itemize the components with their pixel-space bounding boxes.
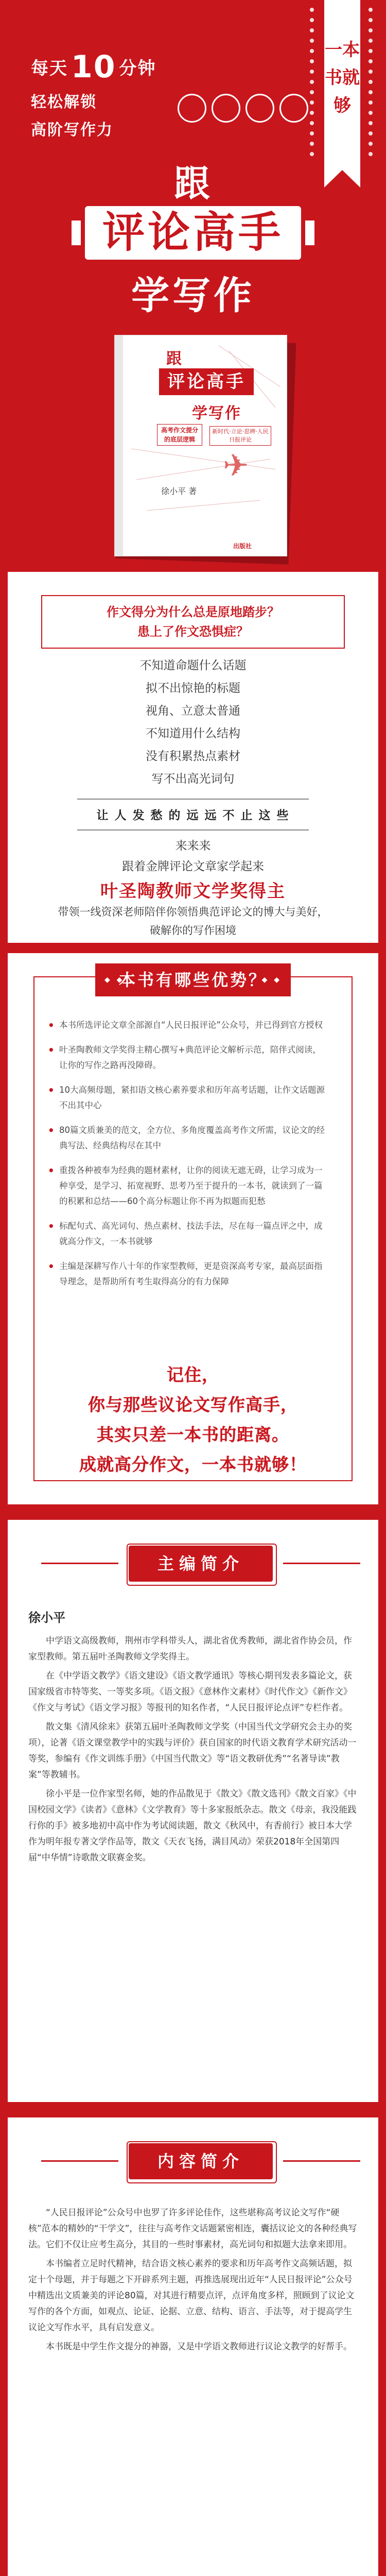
come-lines xyxy=(8,836,378,877)
book-tag: 高考作文提分的底层逻辑 xyxy=(157,424,202,446)
circle-icon xyxy=(245,94,274,123)
question-box xyxy=(41,595,345,649)
hero-slogan xyxy=(31,49,156,140)
advantage-item: • 主编是深耕写作八十年的作家型教师，更是资深高考专家，最高层面指导理念，是帮助所有考生取得高分的有力保障 xyxy=(59,1259,327,1290)
heading-line-left xyxy=(41,1563,118,1564)
editor-name: 徐小平 xyxy=(28,1611,65,1625)
editor-paragraph: 中学语文高级教师，荆州市学科带头人，湖北省优秀教师，湖北省作协会员，作家型教师。第五届叶圣陶教师文学奖得主。 xyxy=(28,1636,352,1662)
problem-item: 视角、立意太普通 xyxy=(146,704,240,718)
editor-heading-text: 主编简介 xyxy=(157,1554,244,1573)
editor-panel xyxy=(8,1520,378,2102)
content-paragraph: 本书既是中学生作文提分的神器，又是中学语文教师进行议论文教学的好帮手。 xyxy=(46,2342,352,2352)
advantages-panel xyxy=(8,953,378,1504)
book-title-follow: 跟 xyxy=(166,350,182,368)
advantages-slogan xyxy=(44,1360,342,1480)
circle-icon xyxy=(212,94,240,123)
circle-icon xyxy=(279,94,308,123)
content-body xyxy=(28,2205,358,2358)
problem-item: 没有积累热点素材 xyxy=(146,750,240,763)
slogan-line: 你与那些议论文写作高手， xyxy=(88,1395,298,1415)
content-paragraph: “人民日报评论”公众号中也罗了许多评论佳作，这些堪称高考议论文写作“硬核”范本的精妙的“干学文”，往往与高考作文话题紧密相连，囊括议论文的各种经典写法。它们不仅让应考生高分，其目的一些时事素材，高光词句和拟题大法拿来即用。 xyxy=(28,2208,357,2250)
slogan-line: 其实只差一本书的距离。 xyxy=(97,1425,289,1445)
problem-item: 写不出高光词句 xyxy=(151,772,235,786)
come-line-1: 来来来 xyxy=(175,839,211,853)
bookmark-ribbon xyxy=(324,0,360,170)
slogan-line-3: 高阶写作力 xyxy=(31,121,113,139)
slogan-minutes: 分钟 xyxy=(119,58,156,79)
strong-line: 让 人 发 愁 的 远 远 不 止 这 些 xyxy=(96,809,290,822)
problem-item: 不知道用什么结构 xyxy=(146,727,240,740)
decorative-circles xyxy=(178,94,308,123)
slogan-remember: 记住， xyxy=(167,1365,219,1385)
editor-paragraph: 在《中学语文教学》《语文建设》《语文教学通讯》等核心期刊发表多篇论文，获国家级省市特等奖、一等奖多项。《语文报》《意林作文素材》《时代作文》《新作文》《作文与考试》《语文学习报》等报刊的知名作者，“人民日报评论点评”专栏作者。 xyxy=(28,1671,352,1713)
problem-list xyxy=(8,654,378,790)
book-cover xyxy=(114,335,287,556)
book-tag-secondary: 新时代·立论·思辨·人民日报评论 xyxy=(209,426,271,446)
book-publisher: 出版社 xyxy=(233,543,252,550)
content-paragraph: 本书编者立足时代精神，结合语文核心素养的要求和历年高考作文高频话题，拟定十个母题，并于每题之下开辟系列主题，再推选展现出近年“人民日报评论”公众号中精选出文质兼美的评论80篇，对其进行精要点评，点评角度多样，照顾到了议论文写作的各个方面，如观点、论证、论据、立意、结构、语言、手法等，对于提高学生议论文写作水平，具有启发意义。 xyxy=(28,2259,355,2333)
circle-icon xyxy=(178,94,206,123)
come-line-2: 跟着金牌评论文章家学起来 xyxy=(122,860,264,873)
paper-plane-icon: ✈ xyxy=(223,448,249,484)
advantage-item: • 重拨各种被奉为经典的题材素材，让你的阅读无遮无碍，让学习成为一种享受，是学习、拓宽视野、思考乃至于提升的一本书，就读到了一篇的积累和总结——60个高分标题让你不再为拟题而犯愁 xyxy=(59,1163,327,1209)
advantage-item: • 80篇文质兼美的范文，全方位、多角度覆盖高考作文所需，议论文的经典写法、经典结构尽在其中 xyxy=(59,1123,327,1154)
advantages-list xyxy=(59,1018,327,1299)
problem-item: 拟不出惊艳的标题 xyxy=(146,682,240,695)
slogan-line-1 xyxy=(31,49,156,85)
dot-column-left xyxy=(308,8,316,162)
heading-line-right xyxy=(283,2160,360,2162)
content-panel xyxy=(8,2117,378,2576)
slogan-every-day: 每天 xyxy=(31,58,68,79)
problem-item: 不知道命题什么话题 xyxy=(139,659,247,672)
award-line: 叶圣陶教师文学奖得主 xyxy=(100,881,286,902)
book-title-sub: 学写作 xyxy=(192,404,241,422)
divider xyxy=(77,799,309,800)
dot-column-right xyxy=(366,8,375,162)
book-author: 徐小平 著 xyxy=(161,486,197,496)
advantages-title: ◆ ◆ 本书有哪些优势？ ◆ ◆ xyxy=(95,963,291,996)
book-spine xyxy=(115,335,123,556)
intro-description: 带领一线资深老师陪伴你领悟典范评论文的博大与美好，破解你的写作困境 xyxy=(58,906,328,937)
question-line-1: 作文得分为什么总是原地踏步？ xyxy=(107,605,279,619)
title-main: 评论高手 xyxy=(85,206,301,260)
divider xyxy=(77,829,309,831)
editor-paragraph: 散文集《清风徐来》获第五届叶圣陶教师文学奖（中国当代文学研究会主办的奖项），论著《语文课堂教学中的实践与评价》获自国家的时代语文教育学术研究活动一等奖，参编有《作文训练手册》《中国当代散文》等“语文教研优秀”“名著导读”教案”等教辅书。 xyxy=(28,1722,357,1780)
advantage-item: • 叶圣陶教师文学奖得主精心撰写+典范评论文解析示范，陪伴式阅读，让你的写作之路再没障碍。 xyxy=(59,1042,327,1073)
advantage-item: • 本书所选评论文章全部源自“人民日报评论”公众号，并已得到官方授权 xyxy=(59,1018,327,1033)
question-line-2: 患上了作文恐惧症？ xyxy=(137,624,249,639)
editor-bio xyxy=(28,1633,358,1869)
advantage-item: • 标配句式、高光词句、热点素材、技法手法，尽在每一篇点评之中，成就高分作文，一本书就够 xyxy=(59,1218,327,1249)
slogan-minutes-number: 10 xyxy=(71,49,116,85)
intro-panel xyxy=(8,572,378,943)
book-title-main: 评论高手 xyxy=(159,368,254,395)
heading-line-left xyxy=(41,2160,118,2162)
content-heading-text: 内容简介 xyxy=(157,2151,244,2171)
advantage-item: • 10大高频母题，紧扣语文核心素养要求和历年高考话题，让作文话题源不出其中心 xyxy=(59,1082,327,1113)
title-sub: 学写作 xyxy=(131,274,255,318)
heading-line-right xyxy=(283,1563,360,1564)
editor-paragraph: 徐小平是一位作家型名师，她的作品散见于《散文》《散文选刊》《散文百家》《中国校园文学》《读者》《意林》《文学教育》等十多家报纸杂志。散文《母亲，我没能践行你的手》被多地初中高中作为考试阅读题，散文《秋风中，有香前行》被日本大学作为明年报专著文学作品等，散文《天衣飞扬，满目风动》荣获2018年全国第四届“中华情”诗歌散文联赛金奖。 xyxy=(28,1789,357,1863)
slogan-line: 成就高分作文，一本书就够！ xyxy=(79,1454,307,1475)
slogan-line-2: 轻松解锁 xyxy=(31,93,97,111)
title-follow: 跟 xyxy=(174,162,212,205)
ribbon-text: 一本书就够 xyxy=(325,40,360,116)
content-heading xyxy=(129,2143,273,2179)
editor-heading xyxy=(129,1546,273,1582)
